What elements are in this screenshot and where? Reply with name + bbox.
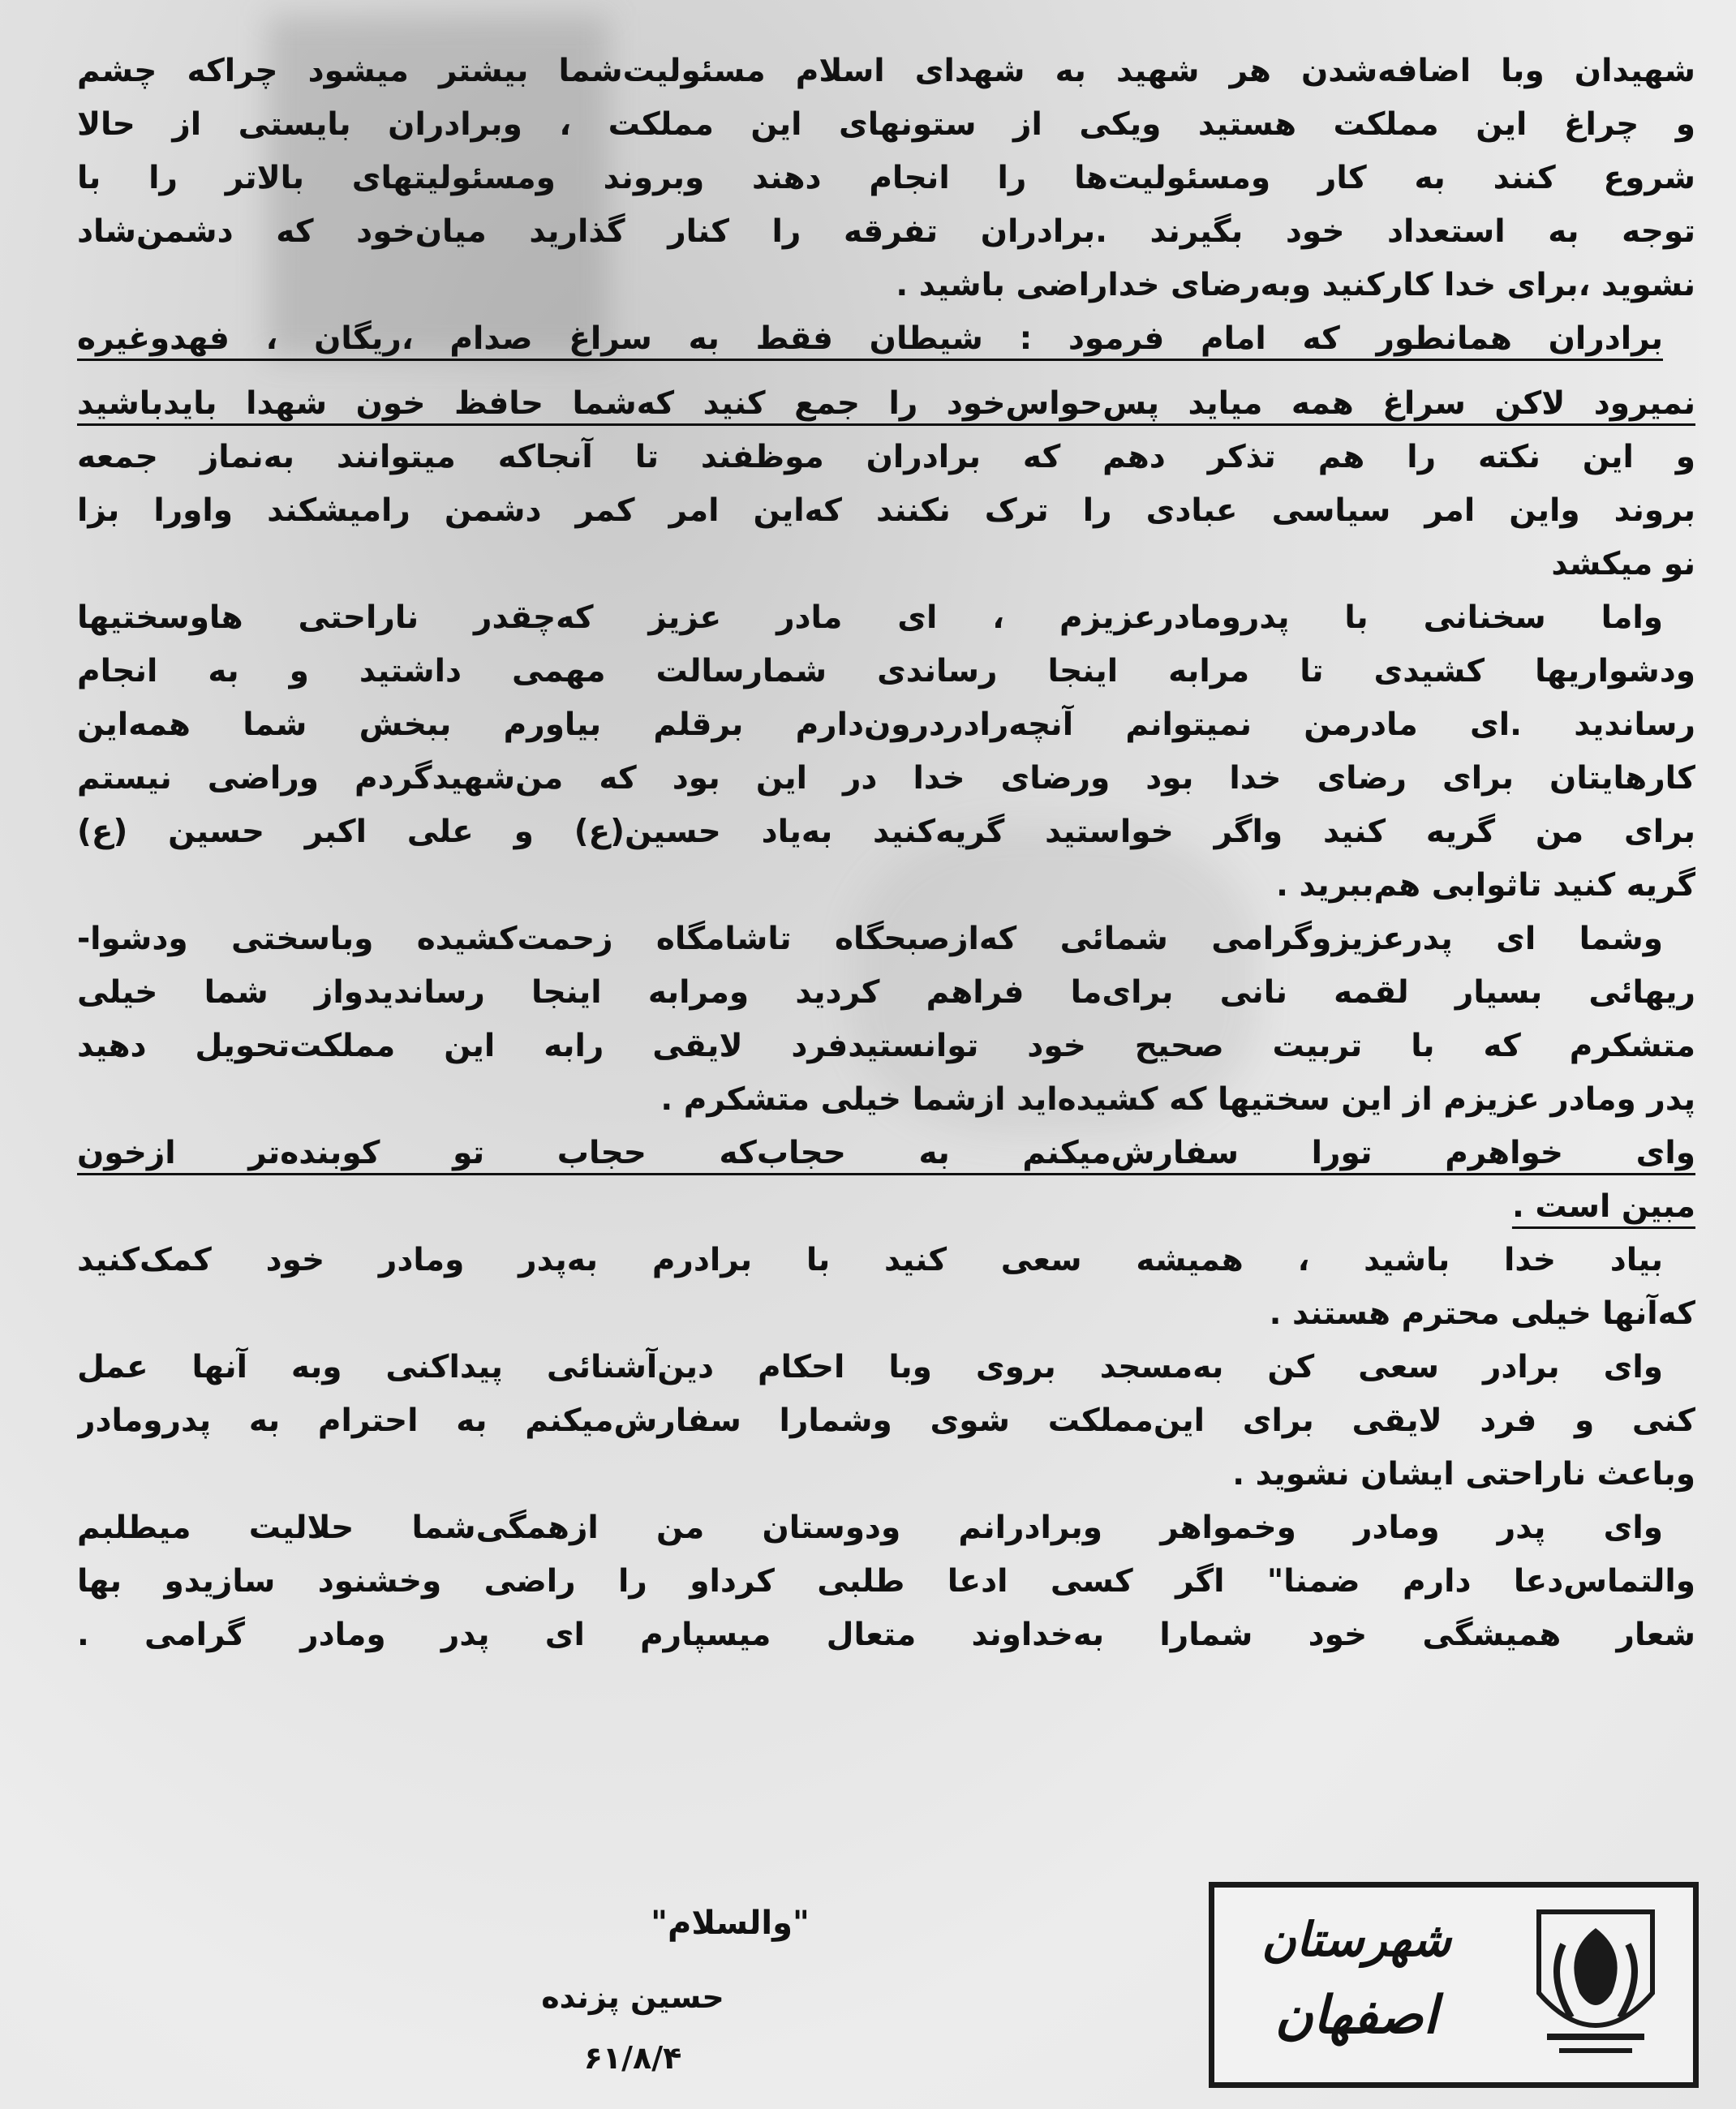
text-line: وای پدر ومادر وخمواهر وبرادرانم ودوستان من ازهمگی‌شما حلالیت میطلبم — [77, 1510, 1663, 1546]
text-line: نو میکشد — [1551, 546, 1695, 582]
text-line: گریه کنید تاثوابی هم‌ببرید . — [1276, 867, 1695, 904]
text-line: شروع کنند به کار ومسئولیت‌ها را انجام دهند وبروند ومسئولیتهای بالاتر را با — [77, 160, 1695, 196]
letter-body — [77, 45, 1695, 1662]
text-line: شعار همیشگی خود شمارا به‌خداوند متعال میسپارم ای پدر ومادر گرامی . — [77, 1617, 1695, 1653]
martyr-foundation-emblem-icon — [1515, 1896, 1677, 2070]
letter-date: ۶۱/۸/۴ — [583, 2040, 682, 2076]
official-stamp — [1209, 1882, 1699, 2088]
text-line: کنی و فرد لایقی برای این‌مملکت شوی وشمارا سفارش‌میکنم به احترام به پدرومادر — [77, 1402, 1695, 1439]
text-line: ودشواریها کشیدی تا مرابه اینجا رساندی شمارسالت مهمی داشتید و به انجام — [77, 653, 1695, 689]
text-line: وشما ای پدرعزیزوگرامی شمائی که‌ازصبحگاه تاشامگاه زحمت‌کشیده وباسختی ودشوا- — [77, 921, 1663, 957]
text-line-underlined: وای خواهرم تورا سفارش‌میکنم به حجاب‌که حجاب تو کوبنده‌تر ازخون — [77, 1135, 1695, 1171]
text-line: متشکرم که با تربیت صحیح خود توانستیدفرد لایقی رابه این مملکت‌تحویل دهید — [77, 1028, 1695, 1064]
text-line: والتماس‌دعا دارم ضمنا" اگر کسی ادعا طلبی کرداو را راضی وخشنود سازیدو بها — [77, 1563, 1695, 1600]
stamp-line-city: اصفهان — [1274, 1985, 1438, 2046]
stamp-line-county: شهرستان — [1261, 1912, 1451, 1967]
text-line: بیاد خدا باشید ، همیشه سعی کنید با برادرم به‌پدر ومادر خود کمک‌کنید — [77, 1242, 1663, 1278]
text-line: وای برادر سعی کن به‌مسجد بروی وبا احکام دین‌آشنائی پیداکنی وبه آنها عمل — [77, 1349, 1663, 1385]
text-line: نشوید ،برای خدا کارکنید وبه‌رضای خداراضی باشید . — [896, 267, 1695, 303]
text-line: واما سخنانی با پدرومادرعزیزم ، ای مادر عزیز که‌چقدر ناراحتی هاوسختیها — [77, 599, 1663, 636]
signature-name: حسین پزنده — [541, 1979, 724, 2015]
text-line-underlined: برادران همانطور که امام فرمود : شیطان فقط به سراغ صدام ،ریگان ، فهدوغیره — [77, 320, 1663, 357]
text-line: پدر ومادر عزیزم از این سختیها که کشیده‌اید ازشما خیلی متشکرم . — [660, 1081, 1695, 1118]
closing-salutation: "والسلام" — [651, 1905, 810, 1942]
text-line: شهیدان وبا اضافه‌شدن هر شهید به شهدای اسلام مسئولیت‌شما بیشتر میشود چراکه چشم — [77, 53, 1695, 89]
text-line-underlined: مبین است . — [1511, 1188, 1695, 1225]
text-line: که‌آنها خیلی محترم هستند . — [1269, 1295, 1695, 1332]
text-line: کارهایتان برای رضای خدا بود ورضای خدا در این بود که من‌شهیدگردم وراضی نیستم — [77, 760, 1695, 797]
text-line: توجه به استعداد خود بگیرند .برادران تفرقه را کنار گذارید میان‌خود که دشمن‌شاد — [77, 213, 1695, 250]
text-line: و این نکته را هم تذکر دهم که برادران موظفند تا آنجاکه میتوانند به‌نماز جمعه — [77, 439, 1695, 475]
text-line-underlined: نمیرود لاکن سراغ همه میاید پس‌حواس‌خود را جمع کنید که‌شما حافظ خون شهدا بایدباشید — [77, 385, 1695, 422]
text-line: و چراغ این مملکت هستید ویکی از ستونهای این مملکت ، وبرادران بایستی از حالا — [77, 106, 1695, 143]
text-line: ریهائی بسیار لقمه نانی برای‌ما فراهم کردید ومرابه اینجا رساندیدواز شما خیلی — [77, 974, 1695, 1011]
text-line: بروند واین امر سیاسی عبادی را ترک نکنند که‌این امر کمر دشمن رامیشکند واورا بزا — [77, 492, 1695, 529]
text-line: برای من گریه کنید واگر خواستید گریه‌کنید به‌یاد حسین(ع) و علی اکبر حسین (ع) — [77, 814, 1695, 850]
text-line: وباعث ناراحتی ایشان نشوید . — [1232, 1456, 1695, 1493]
text-line: رساندید .ای مادرمن نمیتوانم آنچه‌رادردرون‌دارم برقلم بیاورم ببخش شما همه‌این — [77, 707, 1695, 743]
